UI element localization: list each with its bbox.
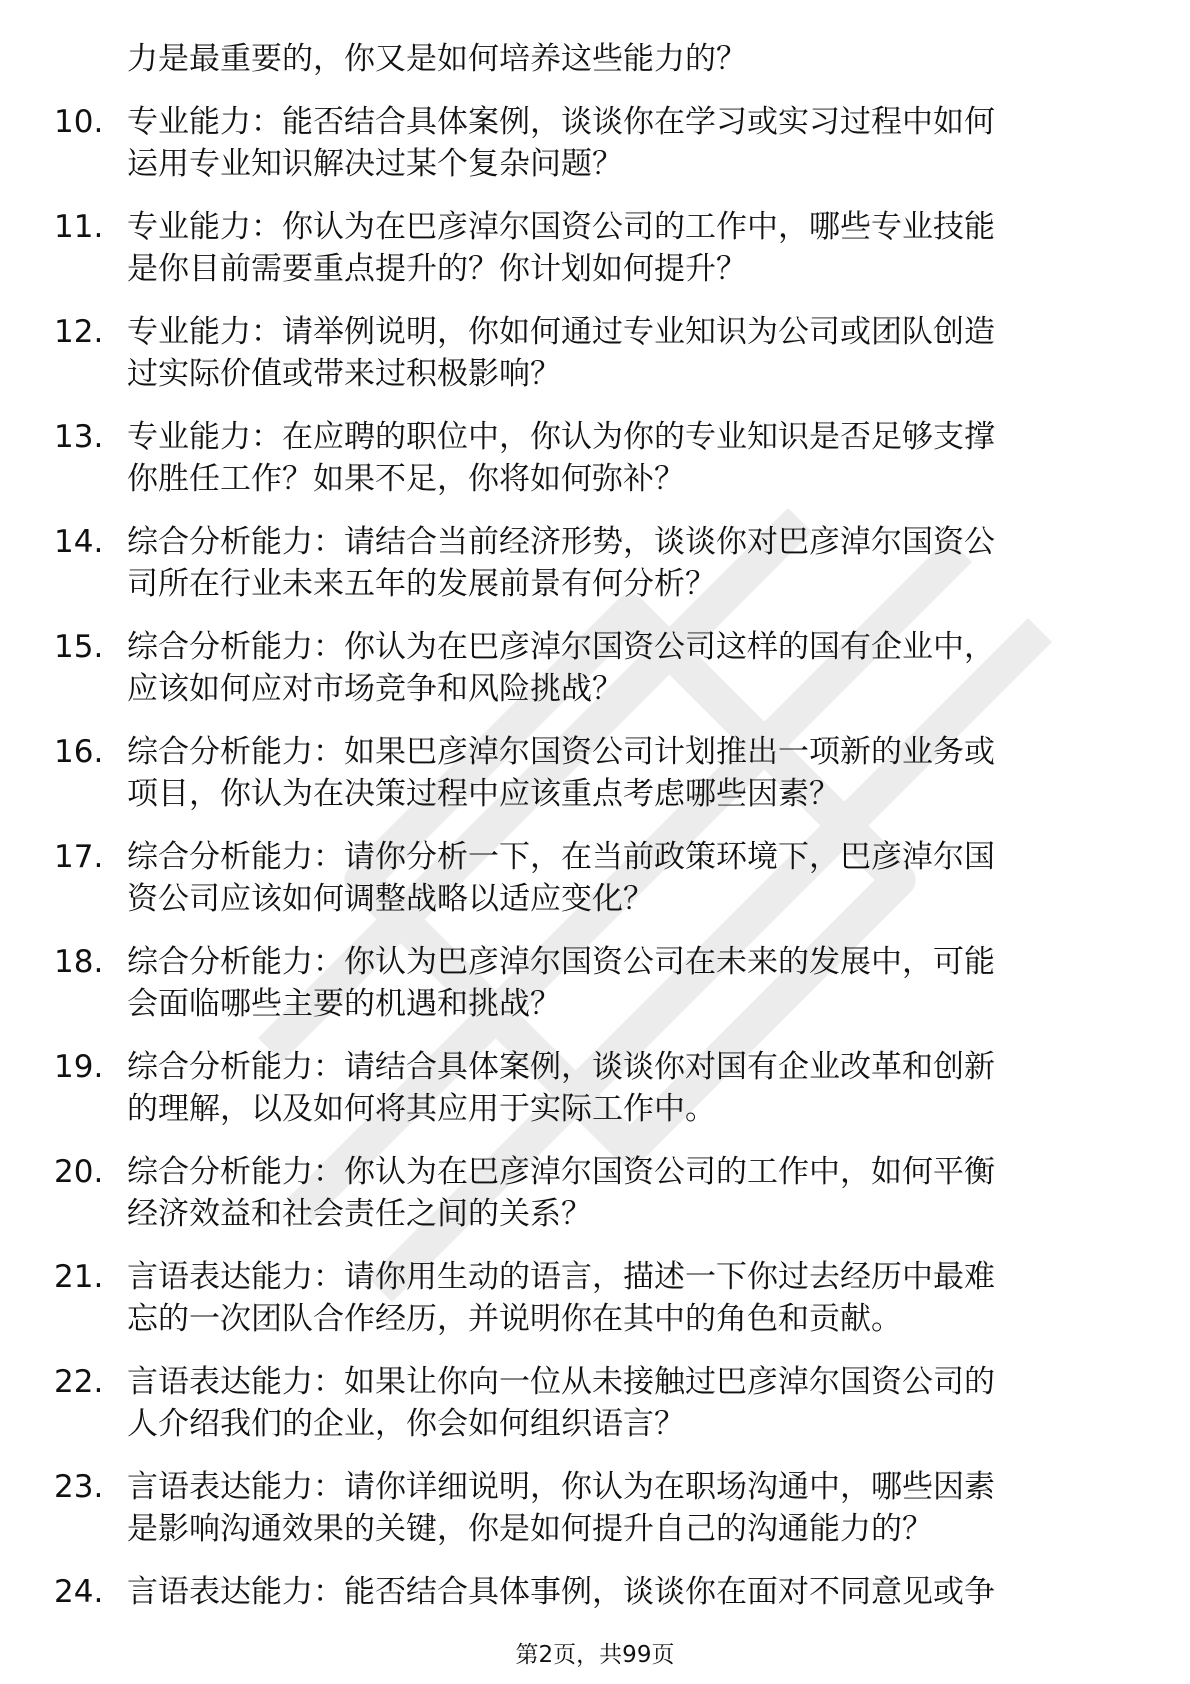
list-item-text: 的理解，以及如何将其应用于实际工作中。 [127, 1091, 716, 1127]
list-item [0, 1571, 1190, 1613]
list-item-text: 忘的一次团队合作经历，并说明你在其中的角色和贡献。 [127, 1301, 902, 1337]
list-item-text: 综合分析能力：你认为在巴彦淖尔国资公司的工作中，如何平衡 [127, 1154, 995, 1190]
list-item-number: 10. [54, 104, 104, 140]
list-item-number: 19. [54, 1049, 104, 1085]
question-list [0, 38, 1190, 1634]
list-item [0, 521, 1190, 605]
list-item-text: 资公司应该如何调整战略以适应变化？ [127, 881, 654, 917]
list-item-number: 20. [54, 1154, 104, 1190]
list-item [0, 1361, 1190, 1445]
list-item-text: 经济效益和社会责任之间的关系？ [127, 1196, 592, 1232]
list-item-text: 过实际价值或带来过积极影响？ [127, 356, 561, 392]
lead-continuation [0, 38, 1190, 80]
list-item-text: 专业能力：请举例说明，你如何通过专业知识为公司或团队创造 [127, 314, 995, 350]
list-item [0, 1256, 1190, 1340]
list-item [0, 731, 1190, 815]
list-item-text: 综合分析能力：如果巴彦淖尔国资公司计划推出一项新的业务或 [127, 734, 995, 770]
list-item-number: 14. [54, 524, 104, 560]
list-item [0, 941, 1190, 1025]
list-item-text: 综合分析能力：请结合当前经济形势，谈谈你对巴彦淖尔国资公 [127, 524, 995, 560]
list-item-text: 综合分析能力：你认为在巴彦淖尔国资公司这样的国有企业中， [127, 629, 995, 665]
list-item [0, 1046, 1190, 1130]
list-item-number: 15. [54, 629, 104, 665]
page-footer: 第2页，共99页 [515, 1642, 675, 1668]
list-item-number: 22. [54, 1364, 104, 1400]
list-item-number: 17. [54, 839, 104, 875]
list-item [0, 101, 1190, 185]
list-item-text: 你胜任工作？如果不足，你将如何弥补？ [127, 461, 685, 497]
list-item-number: 11. [54, 209, 104, 245]
list-item [0, 206, 1190, 290]
list-item-text: 言语表达能力：请你用生动的语言，描述一下你过去经历中最难 [127, 1259, 995, 1295]
list-item-text: 言语表达能力：请你详细说明，你认为在职场沟通中，哪些因素 [127, 1469, 995, 1505]
list-item-text: 综合分析能力：你认为巴彦淖尔国资公司在未来的发展中，可能 [127, 944, 995, 980]
list-item-number: 24. [54, 1574, 104, 1610]
list-item-text: 是你目前需要重点提升的？你计划如何提升？ [127, 251, 747, 287]
list-item [0, 1151, 1190, 1235]
list-item-text: 综合分析能力：请结合具体案例，谈谈你对国有企业改革和创新 [127, 1049, 995, 1085]
list-item-text: 是影响沟通效果的关键，你是如何提升自己的沟通能力的？ [127, 1511, 933, 1547]
list-item-text: 专业能力：你认为在巴彦淖尔国资公司的工作中，哪些专业技能 [127, 209, 995, 245]
list-item-number: 18. [54, 944, 104, 980]
list-item-text: 综合分析能力：请你分析一下，在当前政策环境下，巴彦淖尔国 [127, 839, 995, 875]
list-item [0, 836, 1190, 920]
list-item-text: 言语表达能力：能否结合具体事例，谈谈你在面对不同意见或争 [127, 1574, 995, 1610]
list-item [0, 311, 1190, 395]
list-item-text: 项目，你认为在决策过程中应该重点考虑哪些因素？ [127, 776, 840, 812]
list-item-text: 应该如何应对市场竞争和风险挑战？ [127, 671, 623, 707]
list-item-text: 力是最重要的，你又是如何培养这些能力的？ [127, 41, 747, 77]
list-item-text: 专业能力：在应聘的职位中，你认为你的专业知识是否足够支撑 [127, 419, 995, 455]
list-item-text: 人介绍我们的企业，你会如何组织语言？ [127, 1406, 685, 1442]
list-item-number: 13. [54, 419, 104, 455]
list-item-text: 言语表达能力：如果让你向一位从未接触过巴彦淖尔国资公司的 [127, 1364, 995, 1400]
list-item-text: 运用专业知识解决过某个复杂问题？ [127, 146, 623, 182]
list-item-text: 专业能力：能否结合具体案例，谈谈你在学习或实习过程中如何 [127, 104, 995, 140]
list-item-number: 23. [54, 1469, 104, 1505]
list-item [0, 416, 1190, 500]
list-item-number: 12. [54, 314, 104, 350]
list-item-number: 16. [54, 734, 104, 770]
list-item [0, 626, 1190, 710]
list-item-text: 司所在行业未来五年的发展前景有何分析？ [127, 566, 716, 602]
list-item-number: 21. [54, 1259, 104, 1295]
list-item-text: 会面临哪些主要的机遇和挑战？ [127, 986, 561, 1022]
list-item [0, 1466, 1190, 1550]
